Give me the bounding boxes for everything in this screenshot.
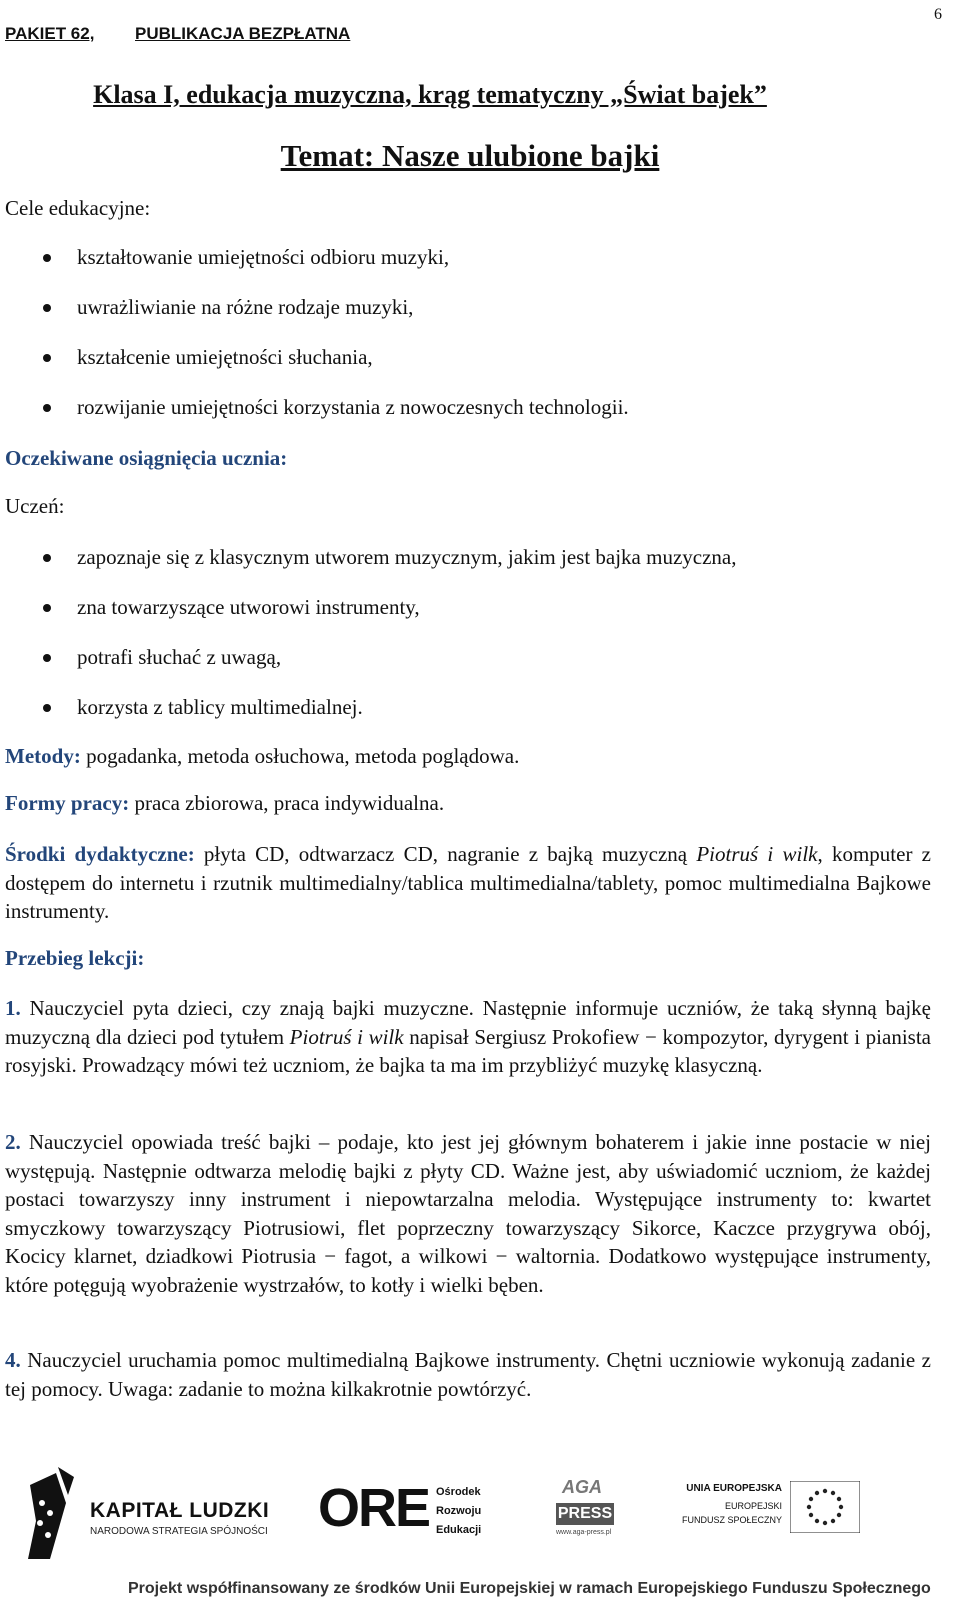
ore-text <box>436 1483 481 1540</box>
resources-text-a: płyta CD, odtwarzacz CD, nagranie z bajką muzyczną <box>194 842 697 866</box>
lesson-step <box>5 994 931 1080</box>
eu-line-2: EUROPEJSKI <box>724 1501 782 1511</box>
kapital-ludzki-logo <box>22 1463 272 1563</box>
eu-logo <box>672 1481 872 1561</box>
aga-url: www.aga-press.pl <box>556 1529 612 1536</box>
kapital-ludzki-icon <box>22 1463 82 1563</box>
footer-note: Projekt współfinansowany ze środków Unii Europejskiej w ramach Europejskiego Funduszu Społecznego <box>128 1580 931 1597</box>
step-number: 2. <box>5 1130 21 1154</box>
ore-line-3: Edukacji <box>436 1524 482 1536</box>
list-item: kształcenie umiejętności słuchania, <box>0 340 900 390</box>
achievements-list <box>0 540 900 740</box>
forms-text: praca zbiorowa, praca indywidualna. <box>129 791 445 815</box>
step-text-a: Nauczyciel opowiada treść bajki – podaje, kto jest jej głównym bohaterem i jakie inne postacie w niej występują. Następnie odtwarza melodię bajki z płyty CD. Ważne jest, aby uświadomić uczniom, że każdej postaci towarzyszy inny instrument i niepowtarzalna melodia. Występujące instrumenty to: kwartet smyczkowy towarzyszący Piotrusiowi, flet poprzeczny towarzyszący Sikorce, Kaczce przygrywa obój, Kocicy klarnet, dziadkowi Piotrusia − fagot, a wilkowi − waltornia. Dodatkowo występujące instrumenty, które potęgują wyobrażenie wystrzałów, to kotły i wielki bęben. <box>5 1130 931 1297</box>
page-header <box>5 6 942 50</box>
resources-italic: Piotruś i wilk <box>696 842 818 866</box>
step-text-a: Nauczyciel uruchamia pomoc multimedialną Bajkowe instrumenty. Chętni uczniowie wykonują zadanie z tej pomocy. Uwaga: zadanie to można kilkakrotnie powtórzyć. <box>5 1348 931 1401</box>
ore-line-2: Rozwoju <box>436 1505 482 1517</box>
eu-line-3: FUNDUSZ SPOŁECZNY <box>681 1515 782 1525</box>
kl-title: KAPITAŁ LUDZKI <box>90 1499 270 1522</box>
resources-paragraph <box>5 840 931 926</box>
methods-label: Metody: <box>5 744 81 768</box>
lesson-step <box>5 1346 931 1403</box>
resources-label: Środki dydaktyczne: <box>5 842 195 866</box>
methods-line <box>5 744 519 769</box>
student-label: Uczeń: <box>5 494 65 518</box>
ore-logo <box>318 1477 488 1557</box>
kl-subtitle: NARODOWA STRATEGIA SPÓJNOŚCI <box>90 1526 268 1537</box>
topic-title: Temat: Nasze ulubione bajki <box>280 138 660 173</box>
page-number: 6 <box>934 6 942 23</box>
eu-line-1: UNIA EUROPEJSKA <box>686 1483 782 1494</box>
goals-heading: Cele edukacyjne: <box>5 196 151 220</box>
forms-label: Formy pracy: <box>5 791 130 815</box>
lesson-step <box>5 1128 931 1299</box>
list-item: kształtowanie umiejętności odbioru muzyki, <box>0 240 900 290</box>
ore-mark: ORE <box>318 1478 430 1538</box>
goals-list <box>0 240 900 440</box>
list-item: korzysta z tablicy multimedialnej. <box>0 690 900 740</box>
list-item: rozwijanie umiejętności korzystania z nowoczesnych technologii. <box>0 390 900 440</box>
forms-line <box>5 791 444 816</box>
resources-text-b: , komputer z dostępem do internetu i rzutnik multimedialny/tablica multimedialna/tablety, pomoc multimedialna Bajkowe instrumenty. <box>5 842 931 923</box>
list-item: potrafi słuchać z uwagą, <box>0 640 900 690</box>
methods-text: pogadanka, metoda osłuchowa, metoda poglądowa. <box>80 744 520 768</box>
step-number: 1. <box>5 996 21 1020</box>
aga-mark: AGA <box>562 1477 602 1497</box>
achievements-heading: Oczekiwane osiągnięcia ucznia: <box>5 446 288 470</box>
package-label: PAKIET 62, <box>5 24 95 43</box>
list-item: zapoznaje się z klasycznym utworem muzycznym, jakim jest bajka muzyczna, <box>0 540 900 590</box>
publication-label: PUBLIKACJA BEZPŁATNA <box>135 24 351 43</box>
step-number: 4. <box>5 1348 21 1372</box>
list-item: zna towarzyszące utworowi instrumenty, <box>0 590 900 640</box>
ore-line-1: Ośrodek <box>436 1486 481 1498</box>
step-text-b: napisał Sergiusz Prokofiew − kompozytor, dyrygent i pianista rosyjski. Prowadzący mówi też uczniom, że bajka ta ma im przybliżyć muzykę klasyczną. <box>5 1024 931 1077</box>
list-item: uwrażliwianie na różne rodzaje muzyki, <box>0 290 900 340</box>
lesson-heading: Przebieg lekcji: <box>5 946 145 970</box>
eu-flag-icon <box>790 1481 860 1533</box>
aga-press-logo <box>556 1477 626 1557</box>
document-title: Klasa I, edukacja muzyczna, krąg tematyczny „Świat bajek” <box>93 80 767 109</box>
step-text-a: Nauczyciel pyta dzieci, czy znają bajki muzyczne. Następnie informuje uczniów, że taką słynną bajkę muzyczną dla dzieci pod tytułem <box>5 996 931 1049</box>
aga-press-badge: PRESS <box>556 1503 614 1525</box>
step-italic: Piotruś i wilk <box>289 1024 404 1049</box>
